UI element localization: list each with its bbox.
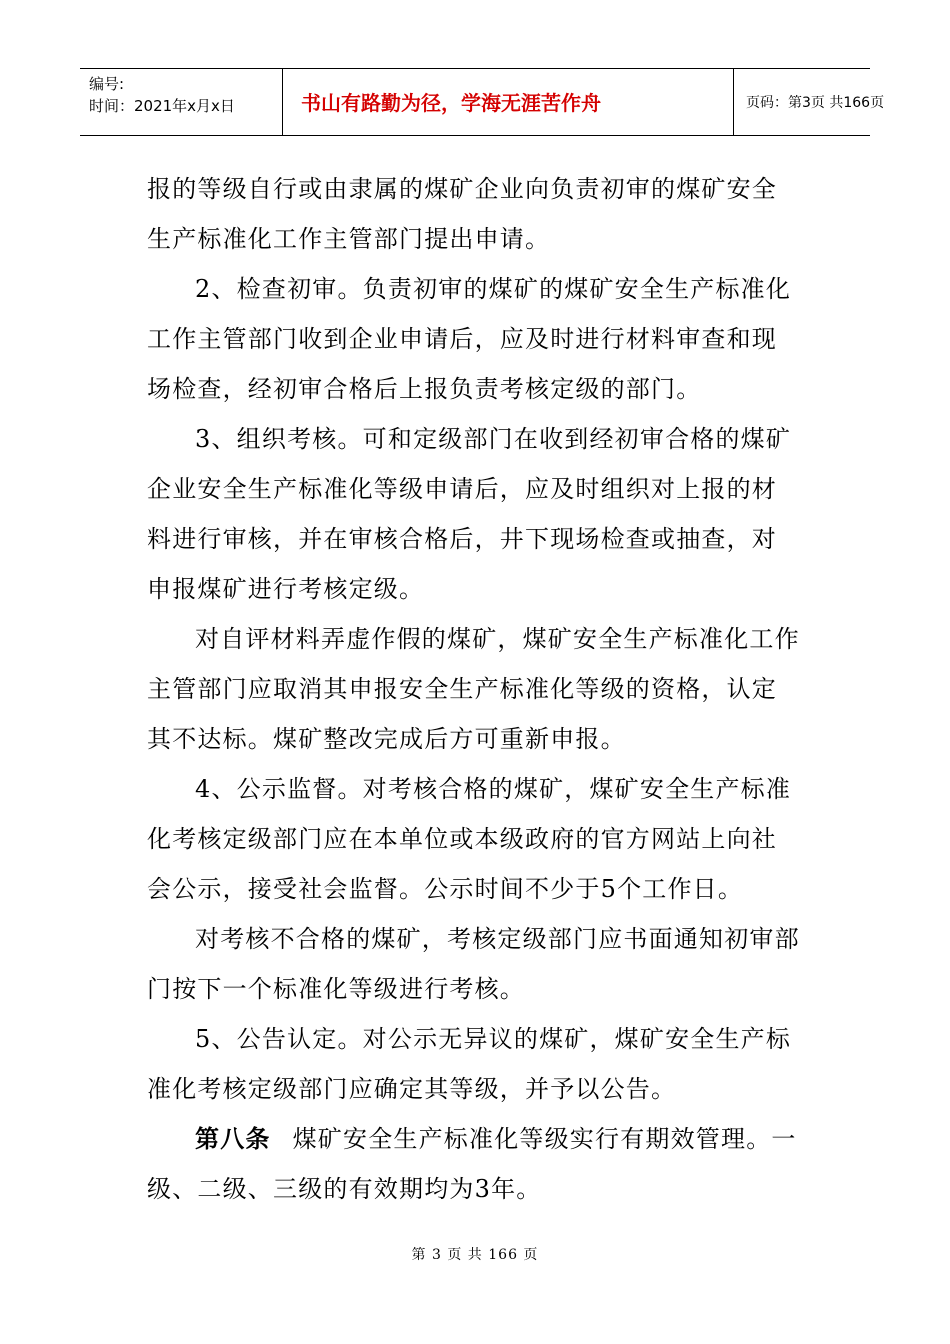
header-motto: 书山有路勤为径，学海无涯苦作舟 [282, 69, 734, 135]
article-text: 煤矿安全生产标准化等级实行有期效管理。一 [292, 1125, 797, 1153]
text-line: 级、二级、三级的有效期均为3年。 [147, 1175, 542, 1203]
text-line: 化考核定级部门应在本单位或本级政府的官方网站上向社 [147, 825, 777, 853]
text-line: 2、检查初审。负责初审的煤矿的煤矿安全生产标准化 [195, 275, 792, 303]
document-number-label: 编号: [89, 75, 125, 93]
text-line: 其不达标。煤矿整改完成后方可重新申报。 [147, 725, 626, 753]
text-line: 5、公告认定。对公示无异议的煤矿，煤矿安全生产标 [195, 1025, 792, 1053]
text-line: 会公示，接受社会监督。公示时间不少于5个工作日。 [147, 875, 744, 903]
text-line: 门按下一个标准化等级进行考核。 [147, 975, 525, 1003]
text-line: 企业安全生产标准化等级申请后，应及时组织对上报的材 [147, 475, 777, 503]
text-line: 申报煤矿进行考核定级。 [147, 575, 425, 603]
article-line [147, 1114, 797, 1164]
page-header [80, 68, 885, 136]
text-line: 料进行审核，并在审核合格后，井下现场检查或抽查，对 [147, 525, 777, 553]
text-line: 场检查，经初审合格后上报负责考核定级的部门。 [147, 375, 702, 403]
text-line: 工作主管部门收到企业申请后，应及时进行材料审查和现 [147, 325, 777, 353]
page-footer: 第 3 页 共 166 页 [411, 1247, 539, 1263]
header-page-info: 页码：第3页 共166页 [746, 95, 885, 111]
text-line: 报的等级自行或由隶属的煤矿企业向负责初审的煤矿安全 [147, 175, 777, 203]
article-heading: 第八条 [195, 1125, 271, 1153]
text-line: 对考核不合格的煤矿，考核定级部门应书面通知初审部 [195, 925, 800, 953]
text-line: 对自评材料弄虚作假的煤矿，煤矿安全生产标准化工作 [195, 625, 800, 653]
text-line: 4、公示监督。对考核合格的煤矿，煤矿安全生产标准 [195, 775, 792, 803]
header-meta [80, 69, 282, 135]
document-time-label: 时间：2021年x月x日 [89, 97, 235, 115]
text-line: 3、组织考核。可和定级部门在收到经初审合格的煤矿 [195, 425, 792, 453]
text-line: 生产标准化工作主管部门提出申请。 [147, 225, 551, 253]
text-line: 主管部门应取消其申报安全生产标准化等级的资格，认定 [147, 675, 777, 703]
document-body [147, 164, 800, 1214]
text-line: 准化考核定级部门应确定其等级，并予以公告。 [147, 1075, 677, 1103]
